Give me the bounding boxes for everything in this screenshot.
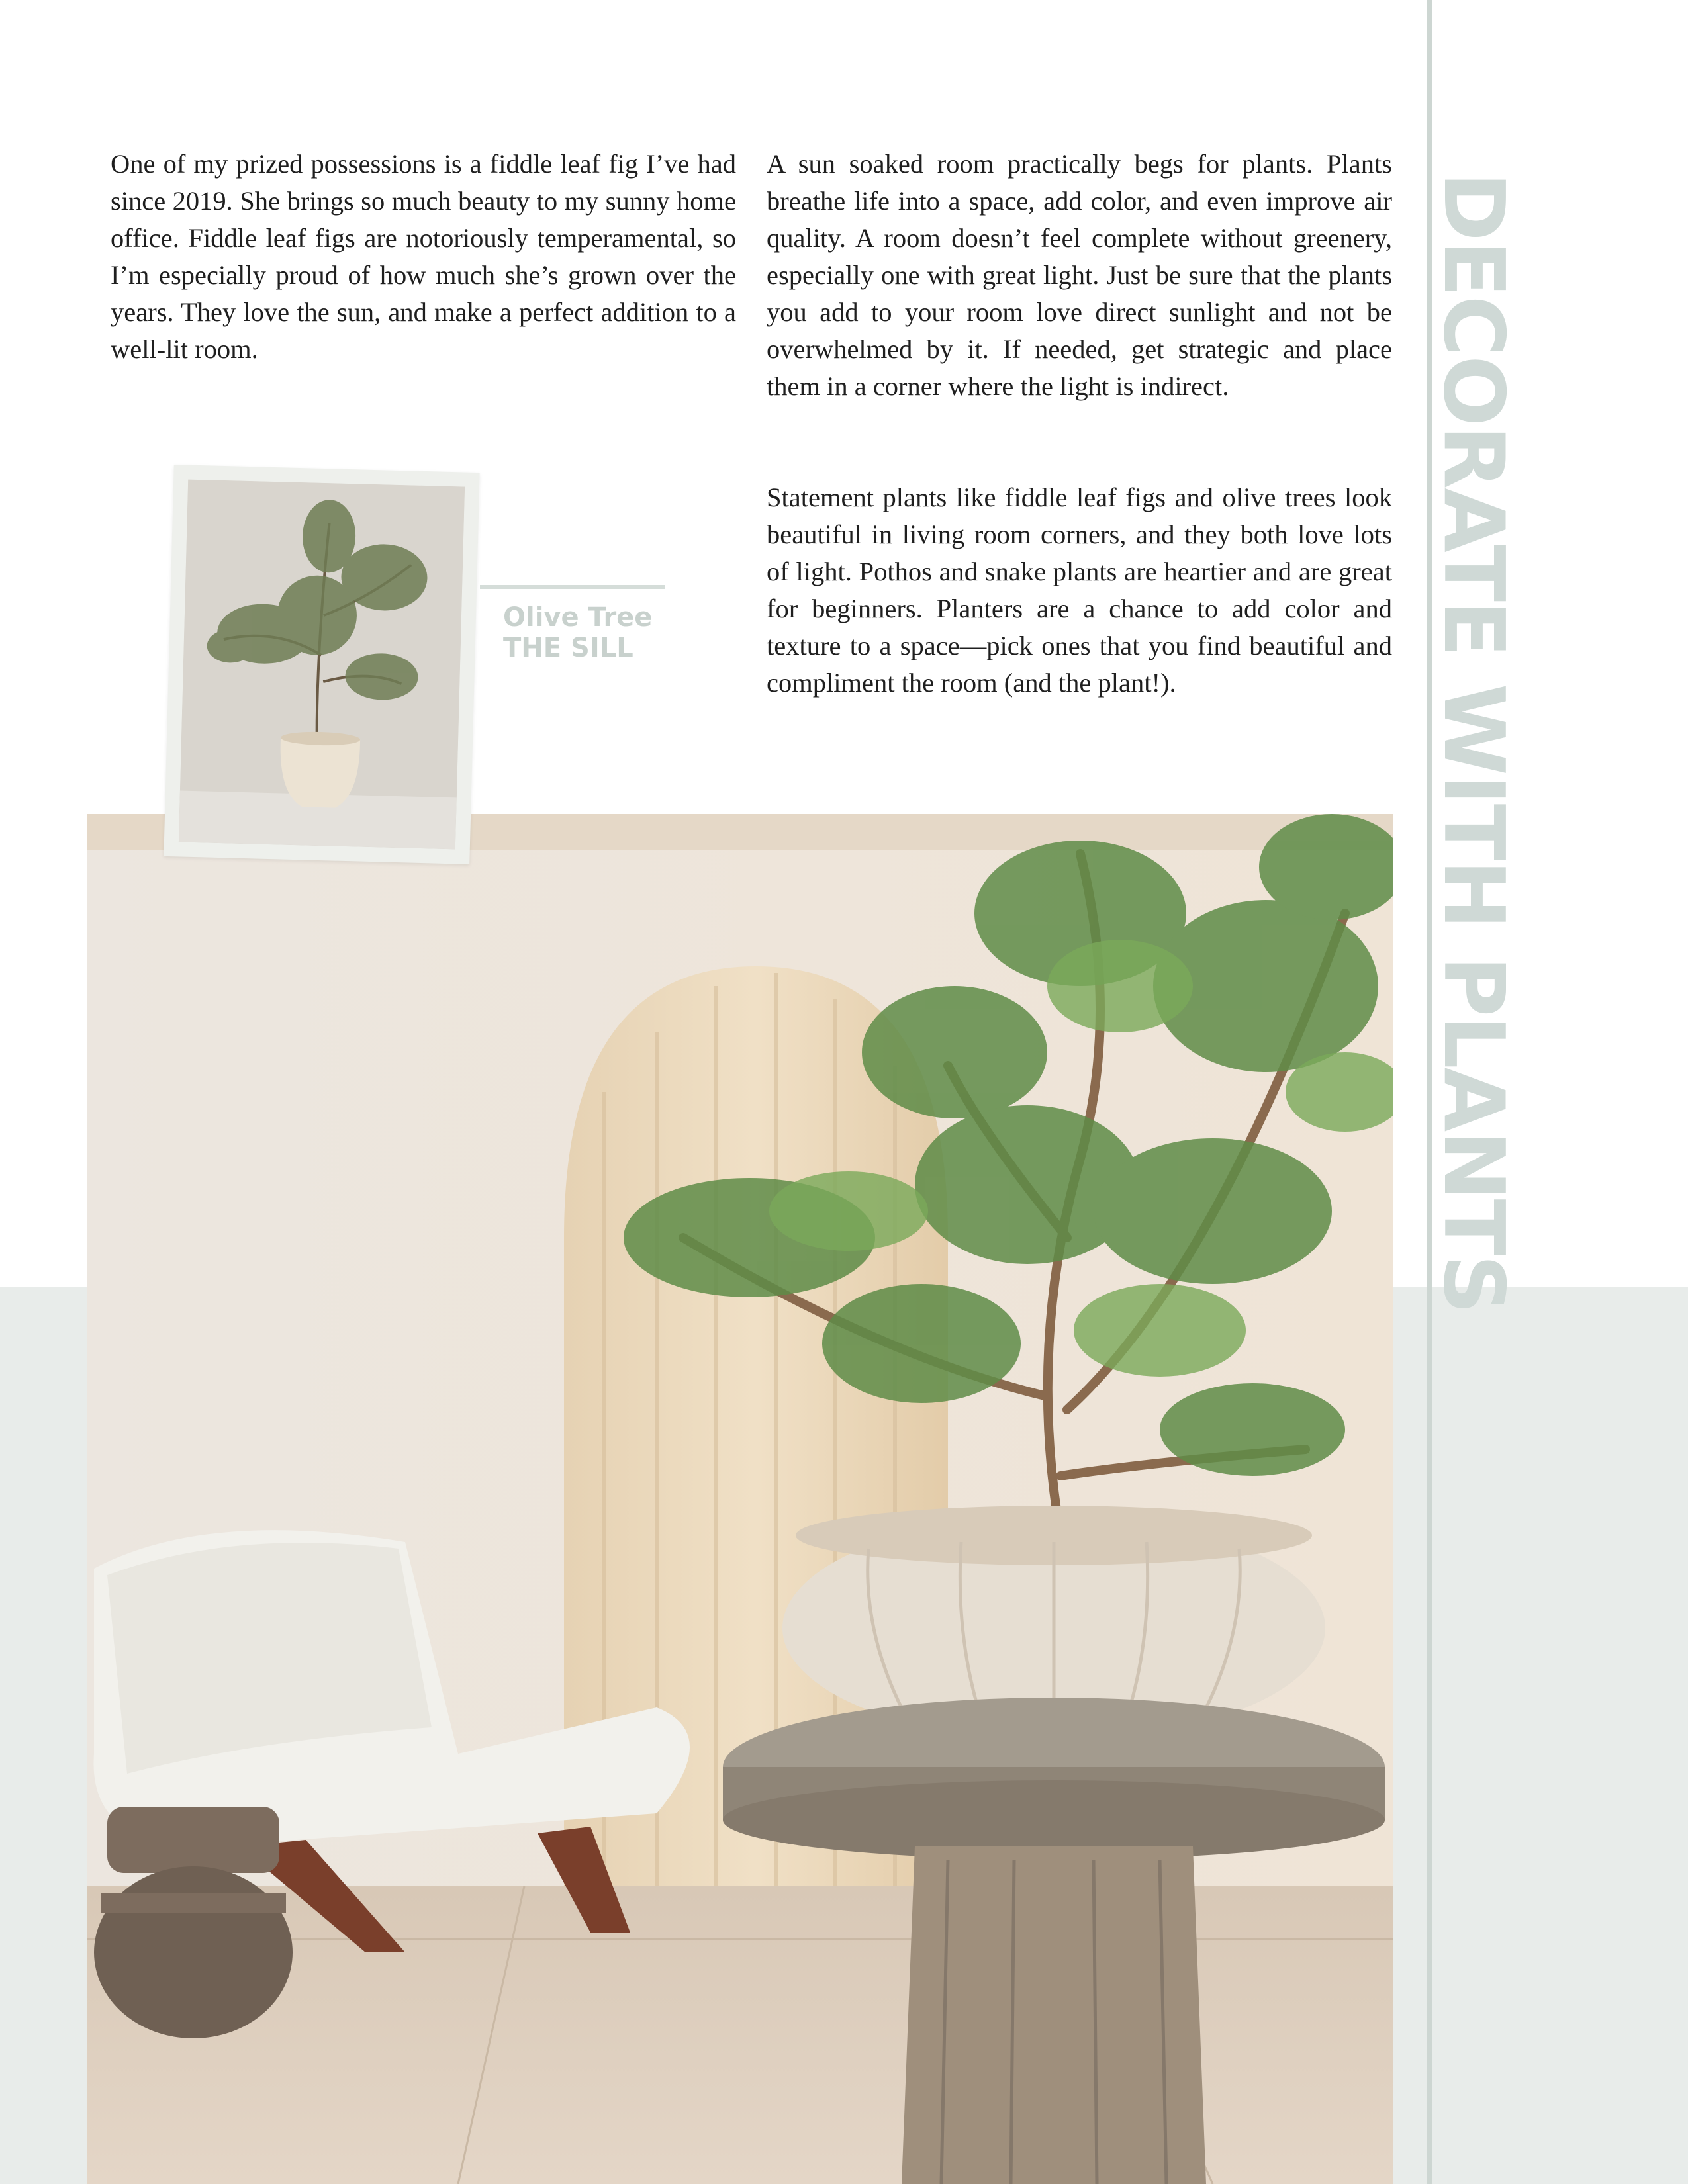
section-title: DECORATE WITH PLANTS — [1425, 172, 1523, 1314]
right-column-paragraph-2: Statement plants like fiddle leaf figs and olive trees look beautiful in living room corners, and they both love lots of light. Pothos and snake plants are heartier and are great for beginners. Planters are a chance to add color and texture to a space—pick ones that you find beautiful and compliment the room (and the plant!). — [767, 482, 1392, 698]
left-column-text: One of my prized possessions is a fiddle leaf fig I’ve had since 2019. She brings so much beauty to my sunny home office. Fiddle leaf figs are notoriously temperamental, so I’m especially proud of how much she’s grown over the years. They love the sun, and make a perfect addition to a well-lit room. — [111, 149, 736, 364]
olive-tree-photo — [164, 465, 479, 864]
photo-caption — [503, 602, 652, 663]
caption-source: THE SILL — [503, 633, 633, 663]
room-photo — [87, 814, 1393, 2184]
right-column-paragraph-1: A sun soaked room practically begs for plants. Plants breathe life into a space, add color, and even improve air quality. A room doesn’t feel complete without greenery, especially one with great light. Just be sure that the plants you add to your room love direct sunlight and not be overwhelmed by it. If needed, get strategic and place them in a corner where the light is indirect. — [767, 149, 1392, 401]
caption-divider — [480, 585, 665, 589]
caption-plant-name: Olive Tree — [503, 602, 653, 633]
